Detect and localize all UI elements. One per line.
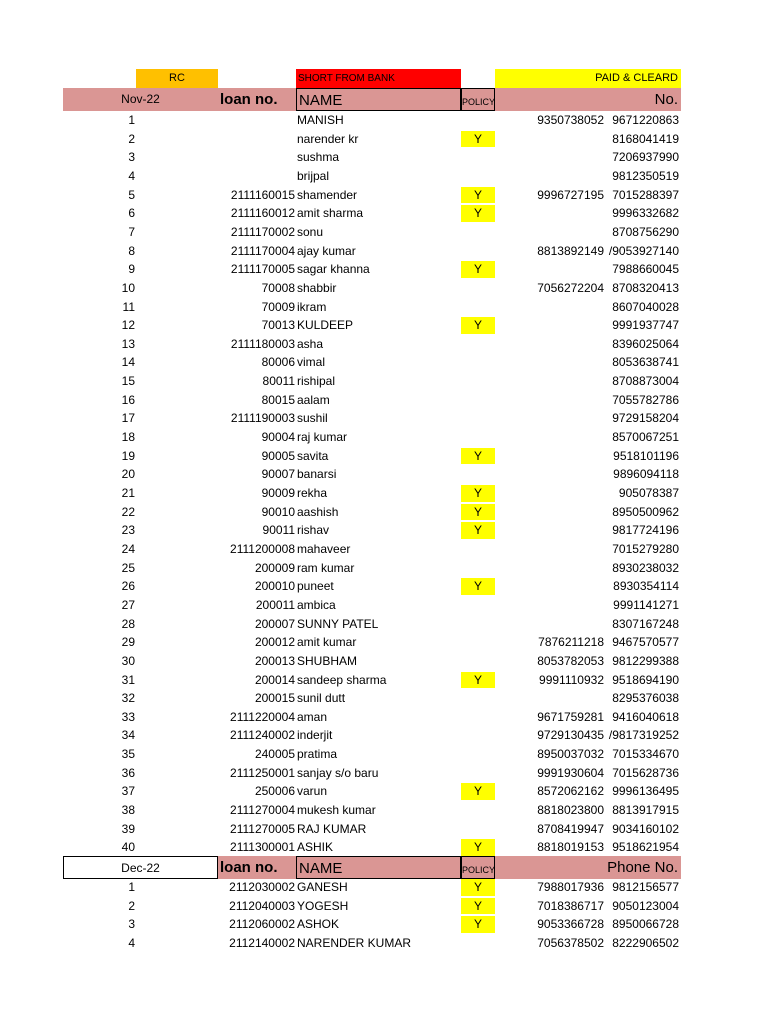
- phone-2-cell: 9896094118: [613, 467, 679, 482]
- phone-1-cell: 7018386717: [537, 898, 604, 913]
- loan-no-cell: 2112040003: [229, 898, 295, 913]
- phone-1-cell: 8950037032: [537, 747, 604, 762]
- policy-cell: [461, 224, 495, 241]
- phone-2-cell: 9996332682: [612, 206, 679, 221]
- phone-2-cell: 7015628736: [612, 765, 679, 780]
- phone-1-cell: 8818023800: [537, 803, 604, 818]
- policy-cell: [461, 597, 495, 614]
- name-cell: narender kr: [297, 131, 359, 146]
- policy-cell: Y: [461, 205, 495, 222]
- policy-cell: [461, 112, 495, 129]
- policy-cell: Y: [461, 131, 495, 148]
- serial-no-cell: 1: [128, 880, 135, 894]
- name-cell: RAJ KUMAR: [297, 821, 367, 836]
- serial-no-cell: 34: [121, 728, 135, 743]
- phone-1-cell: 9991930604: [537, 765, 604, 780]
- phone-1-cell: 8708419947: [537, 821, 604, 836]
- serial-no-cell: 31: [121, 672, 135, 687]
- policy-cell: Y: [461, 898, 495, 915]
- table-row: [0, 838, 768, 857]
- name-cell: KULDEEP: [297, 318, 354, 333]
- policy-cell: Y: [461, 672, 495, 689]
- policy-cell: Y: [461, 261, 495, 278]
- name-cell: mahaveer: [297, 541, 351, 556]
- policy-cell: Y: [461, 522, 495, 539]
- phone-2-cell: 9416040618: [612, 709, 679, 724]
- serial-no-cell: 4: [128, 935, 135, 950]
- loan-no-cell: 2111180003: [230, 336, 295, 351]
- phone-1-cell: 9996727195: [537, 187, 604, 202]
- name-header: NAME: [296, 856, 461, 879]
- serial-no-cell: 29: [121, 635, 135, 650]
- serial-no-cell: 38: [121, 803, 135, 818]
- name-cell: ASHIK: [297, 840, 334, 855]
- policy-cell: [461, 299, 495, 316]
- table-row: [0, 298, 768, 317]
- loan-no-cell: 80015: [261, 392, 295, 407]
- serial-no-cell: 21: [121, 486, 135, 500]
- table-row: [0, 447, 768, 466]
- loan-no-cell: 70009: [261, 299, 295, 314]
- loan-no-cell: 2112060002: [229, 917, 295, 932]
- phone-2-cell: /9817319252: [608, 728, 679, 743]
- phone-2-cell: 8708873004: [612, 374, 679, 389]
- serial-no-cell: 25: [121, 560, 135, 575]
- loan-no-cell: 2111250001: [230, 765, 295, 780]
- serial-no-cell: 32: [121, 691, 135, 706]
- serial-no-cell: 27: [121, 597, 135, 612]
- policy-cell: [461, 373, 495, 390]
- phone-2-cell: 8950500962: [612, 504, 679, 519]
- serial-no-cell: 39: [121, 821, 135, 836]
- serial-no-cell: 9: [128, 262, 135, 277]
- policy-cell: [461, 429, 495, 446]
- policy-cell: [461, 392, 495, 409]
- loan-no-cell: 2112140002: [229, 935, 295, 950]
- name-cell: shamender: [297, 187, 358, 202]
- loan-no-cell: 2111160015: [230, 187, 295, 202]
- name-cell: inderjit: [297, 728, 333, 743]
- policy-cell: [461, 280, 495, 297]
- phone-2-cell: 7015279280: [612, 541, 679, 556]
- serial-no-cell: 30: [121, 653, 135, 668]
- phone-2-cell: /9053927140: [608, 243, 679, 258]
- table-row: [0, 130, 768, 149]
- loan-no-cell: 90009: [261, 486, 295, 500]
- table-row: [0, 633, 768, 652]
- policy-cell: [461, 709, 495, 726]
- phone-2-cell: 9518694190: [612, 672, 679, 687]
- phone-1-cell: 9991110932: [539, 672, 604, 687]
- phone-2-cell: 9991141271: [613, 597, 679, 612]
- phone-1-cell: 8053782053: [537, 653, 604, 668]
- table-row: [0, 764, 768, 783]
- policy-cell: Y: [461, 485, 495, 502]
- phone-2-cell: 8307167248: [612, 616, 679, 631]
- name-cell: aalam: [297, 392, 330, 407]
- table-row: [0, 391, 768, 410]
- table-row: [0, 726, 768, 745]
- table-row: [0, 820, 768, 839]
- serial-no-cell: 40: [121, 840, 135, 855]
- name-cell: sanjay s/o baru: [297, 765, 379, 780]
- name-header: NAME: [296, 88, 461, 111]
- policy-cell: Y: [461, 783, 495, 800]
- name-cell: savita: [297, 448, 329, 463]
- policy-cell: Y: [461, 578, 495, 595]
- loan-no-cell: 200010: [254, 579, 295, 594]
- loan-no-cell: 200014: [254, 672, 295, 687]
- name-cell: asha: [297, 336, 324, 351]
- phone-2-cell: 8295376038: [612, 691, 679, 706]
- phone-2-cell: 9812350519: [612, 168, 679, 183]
- phone-2-cell: 7988660045: [612, 262, 679, 277]
- name-cell: brijpal: [297, 168, 330, 183]
- name-cell: aashish: [297, 504, 339, 519]
- serial-no-cell: 26: [121, 579, 135, 594]
- phone-2-cell: 7055782786: [612, 392, 679, 407]
- table-row: [0, 540, 768, 559]
- table-row: [0, 260, 768, 279]
- loan-no-header: loan no.: [218, 856, 296, 879]
- table-row: [0, 186, 768, 205]
- loan-no-cell: 2111170004: [230, 243, 295, 258]
- policy-cell: [461, 541, 495, 558]
- phone-2-cell: 7015334670: [612, 747, 679, 762]
- loan-no-cell: 240005: [254, 747, 295, 762]
- phone-2-cell: 8930354114: [613, 579, 679, 594]
- serial-no-cell: 1: [128, 113, 135, 127]
- policy-cell: [461, 802, 495, 819]
- table-row: [0, 204, 768, 223]
- table-row: [0, 428, 768, 447]
- loan-no-cell: 80006: [261, 355, 295, 370]
- policy-cell: [461, 653, 495, 670]
- table-row: [0, 316, 768, 335]
- name-cell: SUNNY PATEL: [297, 616, 379, 631]
- loan-no-cell: 2111270004: [230, 803, 295, 818]
- table-row: [0, 782, 768, 801]
- table-row: [0, 279, 768, 298]
- loan-no-cell: 70013: [261, 318, 295, 333]
- loan-no-cell: 90011: [262, 523, 295, 538]
- loan-no-cell: 200011: [255, 597, 295, 612]
- phone-1-cell: 8813892149: [537, 243, 604, 258]
- table-row: [0, 801, 768, 820]
- table-row: [0, 878, 768, 897]
- name-cell: puneet: [297, 579, 334, 594]
- legend-short-from-bank: SHORT FROM BANK: [296, 69, 461, 88]
- phone-header: No.: [495, 88, 681, 111]
- phone-1-cell: 7056378502: [537, 935, 604, 950]
- serial-no-cell: 3: [128, 150, 135, 165]
- loan-no-cell: 2111190003: [230, 411, 295, 426]
- loan-no-cell: 70008: [261, 280, 295, 295]
- table-row: [0, 671, 768, 690]
- table-row: [0, 223, 768, 242]
- policy-cell: [461, 821, 495, 838]
- phone-2-cell: 8950066728: [612, 917, 679, 932]
- phone-2-cell: 8813917915: [612, 803, 679, 818]
- policy-cell: [461, 727, 495, 744]
- policy-cell: Y: [461, 187, 495, 204]
- phone-2-cell: 8222906502: [612, 935, 679, 950]
- table-row: [0, 708, 768, 727]
- serial-no-cell: 7: [128, 224, 135, 239]
- legend-paid-cleard: PAID & CLEARD: [495, 69, 681, 88]
- table-row: [0, 897, 768, 916]
- loan-no-cell: 2111270005: [230, 821, 295, 836]
- policy-cell: [461, 560, 495, 577]
- policy-cell: [461, 746, 495, 763]
- table-row: [0, 111, 768, 130]
- table-row: [0, 559, 768, 578]
- loan-no-cell: 90007: [261, 467, 295, 482]
- serial-no-cell: 3: [128, 917, 135, 932]
- name-cell: sushil: [297, 411, 328, 426]
- name-cell: ajay kumar: [297, 243, 356, 258]
- name-cell: GANESH: [297, 880, 348, 894]
- loan-no-cell: 2111220004: [230, 709, 295, 724]
- name-cell: shabbir: [297, 280, 337, 295]
- serial-no-cell: 2: [128, 131, 135, 146]
- phone-2-cell: 8396025064: [612, 336, 679, 351]
- serial-no-cell: 6: [128, 206, 135, 221]
- name-cell: sandeep sharma: [297, 672, 387, 687]
- name-cell: pratima: [297, 747, 338, 762]
- name-cell: raj kumar: [297, 430, 348, 445]
- name-cell: sushma: [297, 150, 340, 165]
- serial-no-cell: 37: [121, 784, 135, 799]
- policy-header: POLICY: [461, 88, 495, 111]
- policy-cell: Y: [461, 448, 495, 465]
- table-row: [0, 372, 768, 391]
- policy-cell: [461, 410, 495, 427]
- policy-cell: [461, 634, 495, 651]
- policy-header: POLICY: [461, 856, 495, 879]
- phone-2-cell: 9996136495: [612, 784, 679, 799]
- legend-rc: RC: [136, 69, 218, 88]
- serial-no-cell: 13: [121, 336, 135, 351]
- phone-1-cell: 9729130435: [537, 728, 604, 743]
- serial-no-cell: 4: [128, 168, 135, 183]
- policy-cell: Y: [461, 504, 495, 521]
- serial-no-cell: 12: [121, 318, 135, 333]
- name-cell: NARENDER KUMAR: [297, 935, 412, 950]
- serial-no-cell: 11: [122, 299, 135, 314]
- loan-no-cell: 200013: [254, 653, 295, 668]
- name-cell: vimal: [297, 355, 326, 370]
- month-header: Dec-22: [63, 856, 218, 879]
- name-cell: banarsi: [297, 467, 337, 482]
- name-cell: rekha: [297, 486, 328, 500]
- table-row: [0, 353, 768, 372]
- phone-2-cell: 9034160102: [612, 821, 679, 836]
- loan-no-cell: 200015: [254, 691, 295, 706]
- name-cell: ambica: [297, 597, 336, 612]
- phone-1-cell: 7056272204: [537, 280, 604, 295]
- serial-no-cell: 35: [121, 747, 135, 762]
- phone-2-cell: 9991937747: [612, 318, 679, 333]
- phone-1-cell: 8818019153: [537, 840, 604, 855]
- policy-cell: [461, 149, 495, 166]
- serial-no-cell: 23: [121, 523, 135, 538]
- loan-no-cell: 2111240002: [230, 728, 295, 743]
- name-cell: amit kumar: [297, 635, 357, 650]
- policy-cell: [461, 168, 495, 185]
- serial-no-cell: 5: [128, 187, 135, 202]
- phone-2-cell: 8708756290: [612, 224, 679, 239]
- table-row: [0, 934, 768, 953]
- policy-cell: Y: [461, 317, 495, 334]
- policy-cell: [461, 690, 495, 707]
- phone-2-cell: 9518101196: [613, 448, 679, 463]
- phone-2-cell: 8930238032: [612, 560, 679, 575]
- loan-no-cell: 200009: [254, 560, 295, 575]
- name-cell: SHUBHAM: [297, 653, 358, 668]
- serial-no-cell: 16: [121, 392, 135, 407]
- phone-2-cell: 9518621954: [612, 840, 679, 855]
- serial-no-cell: 28: [121, 616, 135, 631]
- phone-2-cell: 905078387: [618, 486, 679, 500]
- table-row: [0, 335, 768, 354]
- phone-1-cell: 7876211218: [538, 635, 604, 650]
- policy-cell: [461, 336, 495, 353]
- table-row: [0, 484, 768, 503]
- phone-1-cell: 7988017936: [537, 880, 604, 894]
- serial-no-cell: 19: [121, 448, 135, 463]
- phone-2-cell: 8708320413: [612, 280, 679, 295]
- serial-no-cell: 18: [121, 430, 135, 445]
- table-row: [0, 242, 768, 261]
- policy-cell: Y: [461, 839, 495, 856]
- phone-2-cell: 9050123004: [612, 898, 679, 913]
- table-row: [0, 521, 768, 540]
- loan-no-header: loan no.: [218, 88, 296, 111]
- phone-2-cell: 8570067251: [612, 430, 679, 445]
- serial-no-cell: 17: [121, 411, 135, 426]
- table-row: [0, 503, 768, 522]
- loan-no-cell: 2111200008: [230, 541, 295, 556]
- name-cell: rishipal: [297, 374, 336, 389]
- phone-2-cell: 9671220863: [612, 113, 679, 127]
- name-cell: amit sharma: [297, 206, 364, 221]
- policy-cell: [461, 354, 495, 371]
- phone-2-cell: 7015288397: [612, 187, 679, 202]
- serial-no-cell: 20: [121, 467, 135, 482]
- name-cell: rishav: [297, 523, 330, 538]
- loan-no-cell: 90010: [261, 504, 295, 519]
- loan-no-cell: 200012: [254, 635, 295, 650]
- table-row: [0, 167, 768, 186]
- serial-no-cell: 14: [121, 355, 135, 370]
- name-cell: MANISH: [297, 113, 344, 127]
- phone-1-cell: 8572062162: [537, 784, 604, 799]
- policy-cell: [461, 765, 495, 782]
- phone-1-cell: 9671759281: [537, 709, 604, 724]
- serial-no-cell: 36: [121, 765, 135, 780]
- name-cell: sagar khanna: [297, 262, 370, 277]
- table-row: [0, 465, 768, 484]
- name-cell: sunil dutt: [297, 691, 346, 706]
- table-row: [0, 689, 768, 708]
- phone-2-cell: 9729158204: [612, 411, 679, 426]
- loan-no-cell: 80011: [262, 374, 295, 389]
- policy-cell: [461, 616, 495, 633]
- phone-2-cell: 8053638741: [612, 355, 679, 370]
- serial-no-cell: 10: [121, 280, 135, 295]
- policy-cell: [461, 243, 495, 260]
- loan-no-cell: 200007: [254, 616, 295, 631]
- name-cell: YOGESH: [297, 898, 349, 913]
- name-cell: sonu: [297, 224, 324, 239]
- loan-no-cell: 2111170005: [230, 262, 295, 277]
- table-row: [0, 148, 768, 167]
- serial-no-cell: 22: [121, 504, 135, 519]
- name-cell: ASHOK: [297, 917, 340, 932]
- policy-cell: [461, 935, 495, 952]
- phone-1-cell: 9053366728: [537, 917, 604, 932]
- serial-no-cell: 15: [121, 374, 135, 389]
- loan-no-cell: 90005: [261, 448, 295, 463]
- policy-cell: [461, 466, 495, 483]
- name-cell: varun: [297, 784, 328, 799]
- phone-2-cell: 8607040028: [612, 299, 679, 314]
- name-cell: mukesh kumar: [297, 803, 376, 818]
- phone-2-cell: 9817724196: [612, 523, 679, 538]
- phone-2-cell: 8168041419: [612, 131, 679, 146]
- name-cell: ram kumar: [297, 560, 355, 575]
- loan-no-cell: 2112030002: [229, 880, 295, 894]
- phone-header: Phone No.: [495, 856, 681, 879]
- table-row: [0, 596, 768, 615]
- loan-no-cell: 90004: [261, 430, 295, 445]
- phone-2-cell: 9467570577: [612, 635, 679, 650]
- phone-2-cell: 9812299388: [612, 653, 679, 668]
- phone-2-cell: 7206937990: [612, 150, 679, 165]
- table-row: [0, 652, 768, 671]
- phone-1-cell: 9350738052: [537, 113, 604, 127]
- table-row: [0, 745, 768, 764]
- table-row: [0, 409, 768, 428]
- loan-no-cell: 2111300001: [230, 840, 295, 855]
- policy-cell: Y: [461, 916, 495, 933]
- month-header: Nov-22: [63, 88, 218, 111]
- name-cell: aman: [297, 709, 328, 724]
- serial-no-cell: 8: [128, 243, 135, 258]
- policy-cell: Y: [461, 879, 495, 896]
- table-row: [0, 577, 768, 596]
- table-row: [0, 615, 768, 634]
- serial-no-cell: 24: [121, 541, 135, 556]
- serial-no-cell: 33: [121, 709, 135, 724]
- name-cell: ikram: [297, 299, 327, 314]
- loan-no-cell: 250006: [254, 784, 295, 799]
- phone-2-cell: 9812156577: [612, 880, 679, 894]
- table-row: [0, 915, 768, 934]
- serial-no-cell: 2: [128, 898, 135, 913]
- loan-no-cell: 2111160012: [230, 206, 295, 221]
- loan-no-cell: 2111170002: [230, 224, 295, 239]
